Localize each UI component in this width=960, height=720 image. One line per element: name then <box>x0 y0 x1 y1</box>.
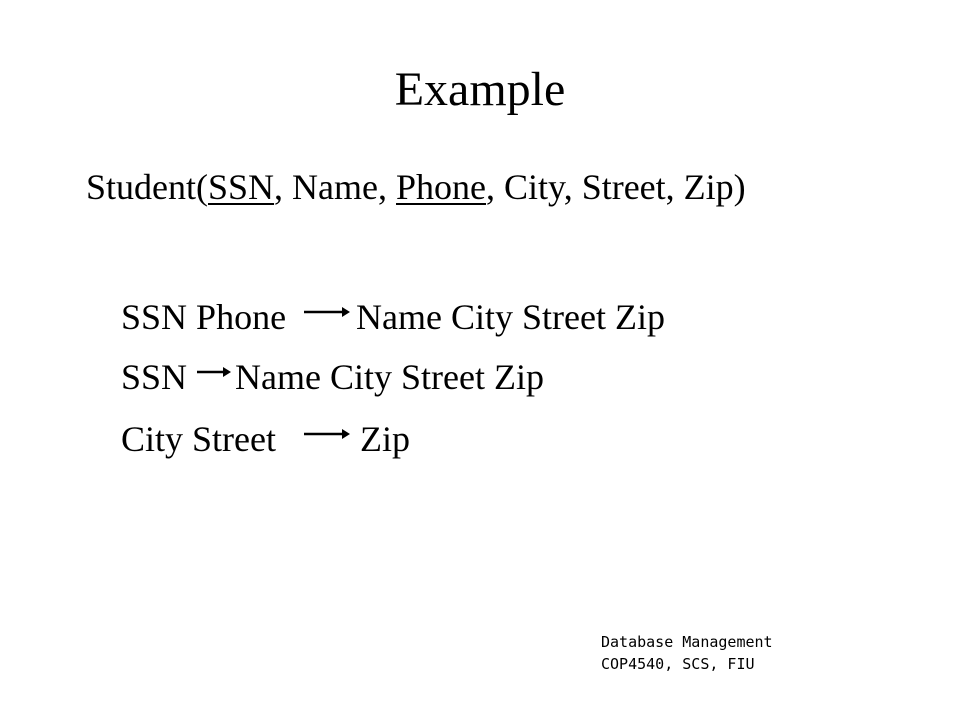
right-arrow-icon <box>197 360 231 380</box>
key-attribute-phone: Phone <box>396 167 487 207</box>
fd-rhs: Name City Street Zip <box>356 297 665 337</box>
schema-suffix: , City, Street, Zip) <box>486 167 746 207</box>
right-arrow-icon <box>304 422 350 442</box>
fd-lhs: SSN Phone <box>121 297 287 337</box>
functional-dependency-1 <box>121 296 665 339</box>
schema-prefix: Student( <box>86 167 208 207</box>
slide-title: Example <box>394 63 566 116</box>
schema-separator: , Name, <box>274 167 397 207</box>
footer-line-2: COP4540, SCS, FIU <box>601 655 755 673</box>
footer-line-1: Database Management <box>601 633 773 651</box>
relation-schema <box>86 166 746 209</box>
key-attribute-ssn: SSN <box>208 167 275 207</box>
fd-rhs: Name City Street Zip <box>235 357 544 397</box>
functional-dependency-2 <box>121 356 544 399</box>
fd-rhs: Zip <box>360 419 410 459</box>
fd-lhs: City Street <box>121 419 276 459</box>
footer-course-info <box>601 631 773 675</box>
fd-lhs: SSN <box>121 357 188 397</box>
functional-dependency-3 <box>121 418 410 461</box>
right-arrow-icon <box>304 300 350 320</box>
